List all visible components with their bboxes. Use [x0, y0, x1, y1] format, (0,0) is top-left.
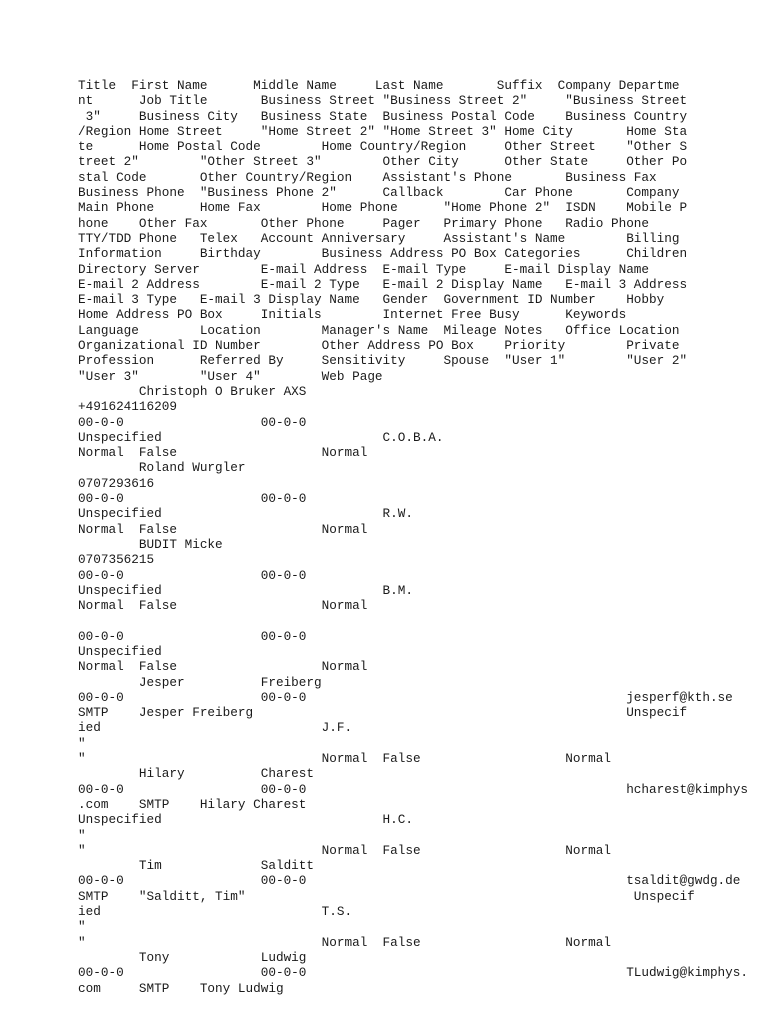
text-line: 0707293616 [78, 475, 155, 491]
text-line: 00-0-0 00-0-0 TLudwig@kimphys. [78, 965, 749, 981]
text-line: te Home Postal Code Home Country/Region Other Street "Other S [78, 139, 688, 155]
text-line: ied J.F. [78, 720, 353, 736]
text-line: Normal False Normal [78, 445, 368, 461]
text-line: Unspecified [78, 643, 162, 659]
text-line: " Normal False Normal [78, 842, 611, 858]
text-line: Directory Server E-mail Address E-mail Type E-mail Display Name [78, 261, 650, 277]
text-line: SMTP "Salditt, Tim" Unspecif [78, 888, 695, 904]
text-line: " [78, 735, 86, 751]
text-line: Unspecified B.M. [78, 582, 414, 598]
text-line: Christoph O Bruker AXS [78, 383, 307, 399]
text-line: Normal False Normal [78, 659, 368, 675]
text-line: Home Address PO Box Initials Internet Free Busy Keywords [78, 307, 627, 323]
text-line: Title First Name Middle Name Last Name Suffix Company Departme [78, 78, 680, 93]
text-line: nt Job Title Business Street "Business Street 2" "Business Street [78, 93, 688, 109]
text-line: Jesper Freiberg [78, 674, 322, 690]
text-line: Unspecified H.C. [78, 812, 414, 828]
text-line: hone Other Fax Other Phone Pager Primary Phone Radio Phone [78, 215, 650, 231]
document-text [78, 78, 749, 996]
document-page [78, 78, 749, 996]
text-line: /Region Home Street "Home Street 2" "Home Street 3" Home City Home Sta [78, 123, 688, 139]
text-line: Normal False Normal [78, 521, 368, 537]
text-line: " Normal False Normal [78, 751, 611, 767]
text-line: "User 3" "User 4" Web Page [78, 368, 383, 384]
text-line: E-mail 3 Type E-mail 3 Display Name Gender Government ID Number Hobby [78, 292, 665, 308]
text-line: E-mail 2 Address E-mail 2 Type E-mail 2 Display Name E-mail 3 Address [78, 276, 688, 292]
text-line: 00-0-0 00-0-0 [78, 628, 307, 644]
text-line: ied T.S. [78, 904, 353, 920]
text-line: BUDIT Micke [78, 536, 223, 552]
text-line: +491624116209 [78, 399, 177, 415]
text-line: 0707356215 [78, 552, 155, 568]
text-line: Information Birthday Business Address PO Box Categories Children [78, 246, 688, 262]
text-line: Unspecified C.O.B.A. [78, 429, 444, 445]
text-line: com SMTP Tony Ludwig [78, 980, 284, 996]
text-line: 00-0-0 00-0-0 jesperf@kth.se [78, 689, 733, 705]
text-line: 00-0-0 00-0-0 [78, 414, 307, 430]
text-line: 00-0-0 00-0-0 [78, 491, 307, 507]
text-line: Normal False Normal [78, 598, 368, 614]
text-line: Unspecified R.W. [78, 506, 414, 522]
text-line: " Normal False Normal [78, 934, 611, 950]
text-line: Organizational ID Number Other Address PO Box Priority Private [78, 338, 680, 354]
text-line: Language Location Manager's Name Mileage Notes Office Location [78, 322, 680, 338]
text-line: Main Phone Home Fax Home Phone "Home Phone 2" ISDN Mobile P [78, 200, 688, 216]
text-line: Hilary Charest [78, 766, 315, 782]
text-line: Tim Salditt [78, 858, 315, 874]
text-line: " [78, 919, 86, 935]
text-line [78, 613, 702, 628]
text-line: " [78, 827, 86, 843]
text-line: Roland Wurgler [78, 460, 246, 476]
text-line: 00-0-0 00-0-0 tsaldit@gwdg.de [78, 873, 741, 889]
text-line: Business Phone "Business Phone 2" Callback Car Phone Company [78, 185, 680, 201]
text-line: .com SMTP Hilary Charest [78, 796, 307, 812]
text-line: stal Code Other Country/Region Assistant's Phone Business Fax [78, 169, 657, 185]
text-line: Profession Referred By Sensitivity Spouse "User 1" "User 2" [78, 353, 688, 369]
text-line: SMTP Jesper Freiberg Unspecif [78, 705, 688, 721]
text-line: 00-0-0 00-0-0 [78, 567, 307, 583]
text-line: Tony Ludwig [78, 949, 307, 965]
text-line: 00-0-0 00-0-0 hcharest@kimphys [78, 781, 749, 797]
text-line: TTY/TDD Phone Telex Account Anniversary Assistant's Name Billing [78, 230, 680, 246]
text-line: treet 2" "Other Street 3" Other City Other State Other Po [78, 154, 688, 170]
text-line: 3" Business City Business State Business Postal Code Business Country [78, 108, 688, 124]
